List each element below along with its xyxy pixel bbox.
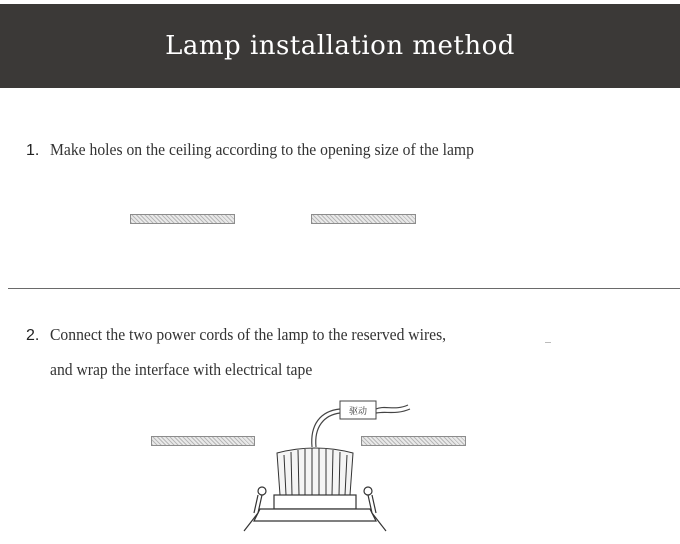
ceiling-panel-right bbox=[311, 214, 416, 224]
step-2-number: 2. bbox=[26, 327, 40, 344]
page-title: Lamp installation method bbox=[165, 31, 515, 61]
ceiling-panel-left bbox=[130, 214, 235, 224]
step-2-text-line-2: and wrap the interface with electrical tape bbox=[50, 360, 313, 379]
stray-mark bbox=[545, 342, 551, 343]
lamp-housing bbox=[254, 495, 376, 521]
driver-box bbox=[340, 401, 376, 419]
lamp-installation-diagram bbox=[230, 395, 420, 535]
step-2-text-line-1: Connect the two power cords of the lamp to the reserved wires, bbox=[50, 325, 447, 344]
step-1-text: Make holes on the ceiling according to the opening size of the lamp bbox=[50, 140, 474, 159]
driver-label: 驱动 bbox=[348, 407, 368, 417]
heatsink bbox=[277, 448, 353, 495]
title-banner bbox=[0, 4, 680, 88]
step-1-number: 1. bbox=[26, 142, 40, 159]
section-divider bbox=[8, 288, 680, 289]
